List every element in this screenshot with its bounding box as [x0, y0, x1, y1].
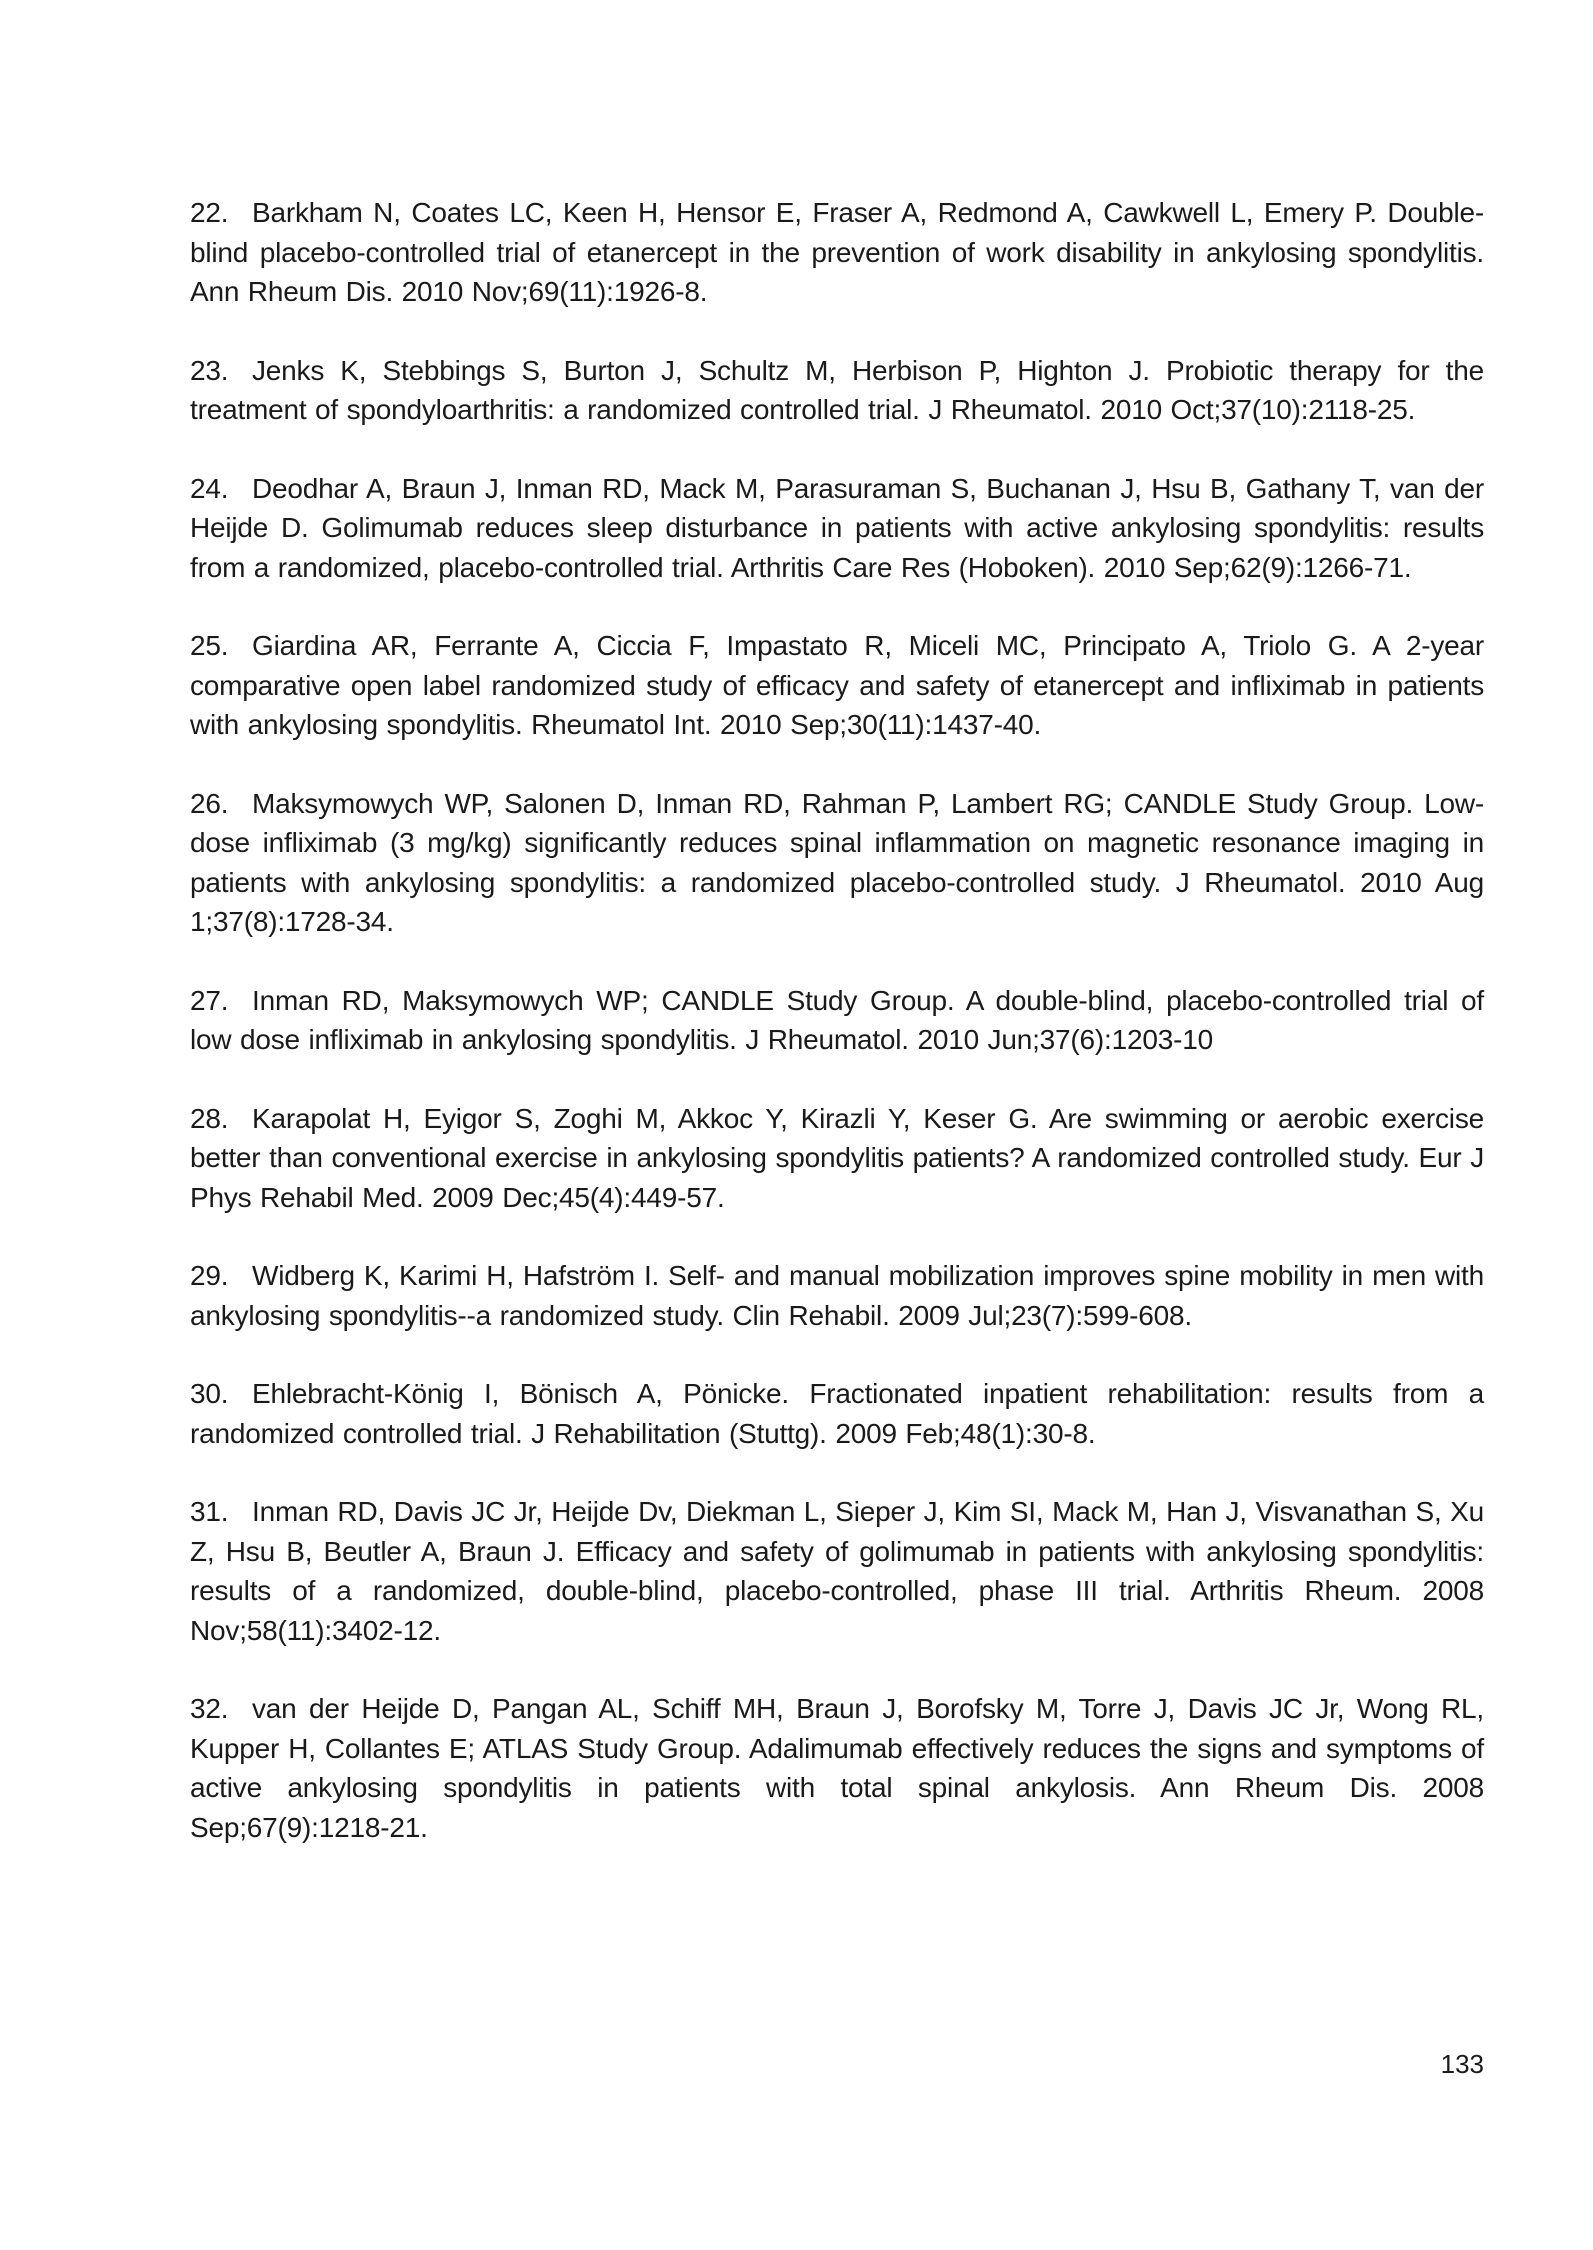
- reference-item: [190, 1256, 1484, 1335]
- reference-text: Maksymowych WP, Salonen D, Inman RD, Rahman P, Lambert RG; CANDLE Study Group. Low-dose infliximab (3 mg/kg) significantly reduces spinal inflammation on magnetic resonance imaging in patients with ankylosing spondylitis: a randomized placebo-controlled study. J Rheumatol. 2010 Aug 1;37(8):1728-34.: [190, 787, 1484, 937]
- page-number: 133: [1440, 2049, 1484, 2079]
- reference-number: 24.: [190, 472, 229, 504]
- reference-text: Jenks K, Stebbings S, Burton J, Schultz M, Herbison P, Highton J. Probiotic therapy for the treatment of spondyloarthritis: a randomized controlled trial. J Rheumatol. 2010 Oct;37(10):2118-25.: [190, 354, 1484, 425]
- reference-number: 29.: [190, 1260, 229, 1291]
- reference-number: 26.: [190, 787, 229, 819]
- reference-number: 23.: [190, 354, 229, 386]
- reference-item: [190, 351, 1484, 430]
- reference-text: Widberg K, Karimi H, Hafström I. Self- and manual mobilization improves spine mobility in men with ankylosing spondylitis--a randomized study. Clin Rehabil. 2009 Jul;23(7):599-608.: [190, 1260, 1484, 1331]
- reference-item: [190, 193, 1484, 312]
- reference-text: Giardina AR, Ferrante A, Ciccia F, Impastato R, Miceli MC, Principato A, Triolo G. A 2-year comparative open label randomized study of efficacy and safety of etanercept and infliximab in patients with ankylosing spondylitis. Rheumatol Int. 2010 Sep;30(11):1437-40.: [190, 630, 1484, 740]
- reference-item: [190, 981, 1484, 1060]
- reference-number: 25.: [190, 630, 229, 661]
- reference-number: 27.: [190, 984, 229, 1016]
- reference-item: [190, 1689, 1484, 1847]
- reference-text: Inman RD, Davis JC Jr, Heijde Dv, Diekman L, Sieper J, Kim SI, Mack M, Han J, Visvanathan S, Xu Z, Hsu B, Beutler A, Braun J. Efficacy and safety of golimumab in patients with ankylosing spondylitis: results of a randomized, double-blind, placebo-controlled, phase III trial. Arthritis Rheum. 2008 Nov;58(11):3402-12.: [190, 1496, 1484, 1646]
- reference-text: Ehlebracht-König I, Bönisch A, Pönicke. Fractionated inpatient rehabilitation: results from a randomized controlled trial. J Rehabilitation (Stuttg). 2009 Feb;48(1):30-8.: [190, 1378, 1484, 1449]
- reference-item: [190, 1492, 1484, 1650]
- reference-text: Deodhar A, Braun J, Inman RD, Mack M, Parasuraman S, Buchanan J, Hsu B, Gathany T, van der Heijde D. Golimumab reduces sleep disturbance in patients with active ankylosing spondylitis: results from a randomized, placebo-controlled trial. Arthritis Care Res (Hoboken). 2010 Sep;62(9):1266-71.: [190, 472, 1484, 583]
- reference-number: 30.: [190, 1378, 229, 1409]
- reference-number: 28.: [190, 1102, 229, 1134]
- reference-item: [190, 626, 1484, 745]
- reference-list: [190, 193, 1484, 1886]
- reference-number: 32.: [190, 1693, 229, 1724]
- reference-text: Inman RD, Maksymowych WP; CANDLE Study Group. A double-blind, placebo-controlled trial of low dose infliximab in ankylosing spondylitis. J Rheumatol. 2010 Jun;37(6):1203-10: [190, 984, 1484, 1055]
- reference-text: Karapolat H, Eyigor S, Zoghi M, Akkoc Y, Kirazli Y, Keser G. Are swimming or aerobic exercise better than conventional exercise in ankylosing spondylitis patients? A randomized controlled study. Eur J Phys Rehabil Med. 2009 Dec;45(4):449-57.: [190, 1102, 1484, 1213]
- reference-item: [190, 1374, 1484, 1453]
- reference-item: [190, 1099, 1484, 1218]
- reference-number: 31.: [190, 1496, 229, 1527]
- reference-item: [190, 784, 1484, 942]
- reference-text: van der Heijde D, Pangan AL, Schiff MH, Braun J, Borofsky M, Torre J, Davis JC Jr, Wong RL, Kupper H, Collantes E; ATLAS Study Group. Adalimumab effectively reduces the signs and symptoms of active ankylosing spondylitis in patients with total spinal ankylosis. Ann Rheum Dis. 2008 Sep;67(9):1218-21.: [190, 1693, 1484, 1843]
- reference-text: Barkham N, Coates LC, Keen H, Hensor E, Fraser A, Redmond A, Cawkwell L, Emery P. Double-blind placebo-controlled trial of etanercept in the prevention of work disability in ankylosing spondylitis. Ann Rheum Dis. 2010 Nov;69(11):1926-8.: [190, 197, 1484, 307]
- reference-item: [190, 469, 1484, 588]
- reference-number: 22.: [190, 197, 229, 228]
